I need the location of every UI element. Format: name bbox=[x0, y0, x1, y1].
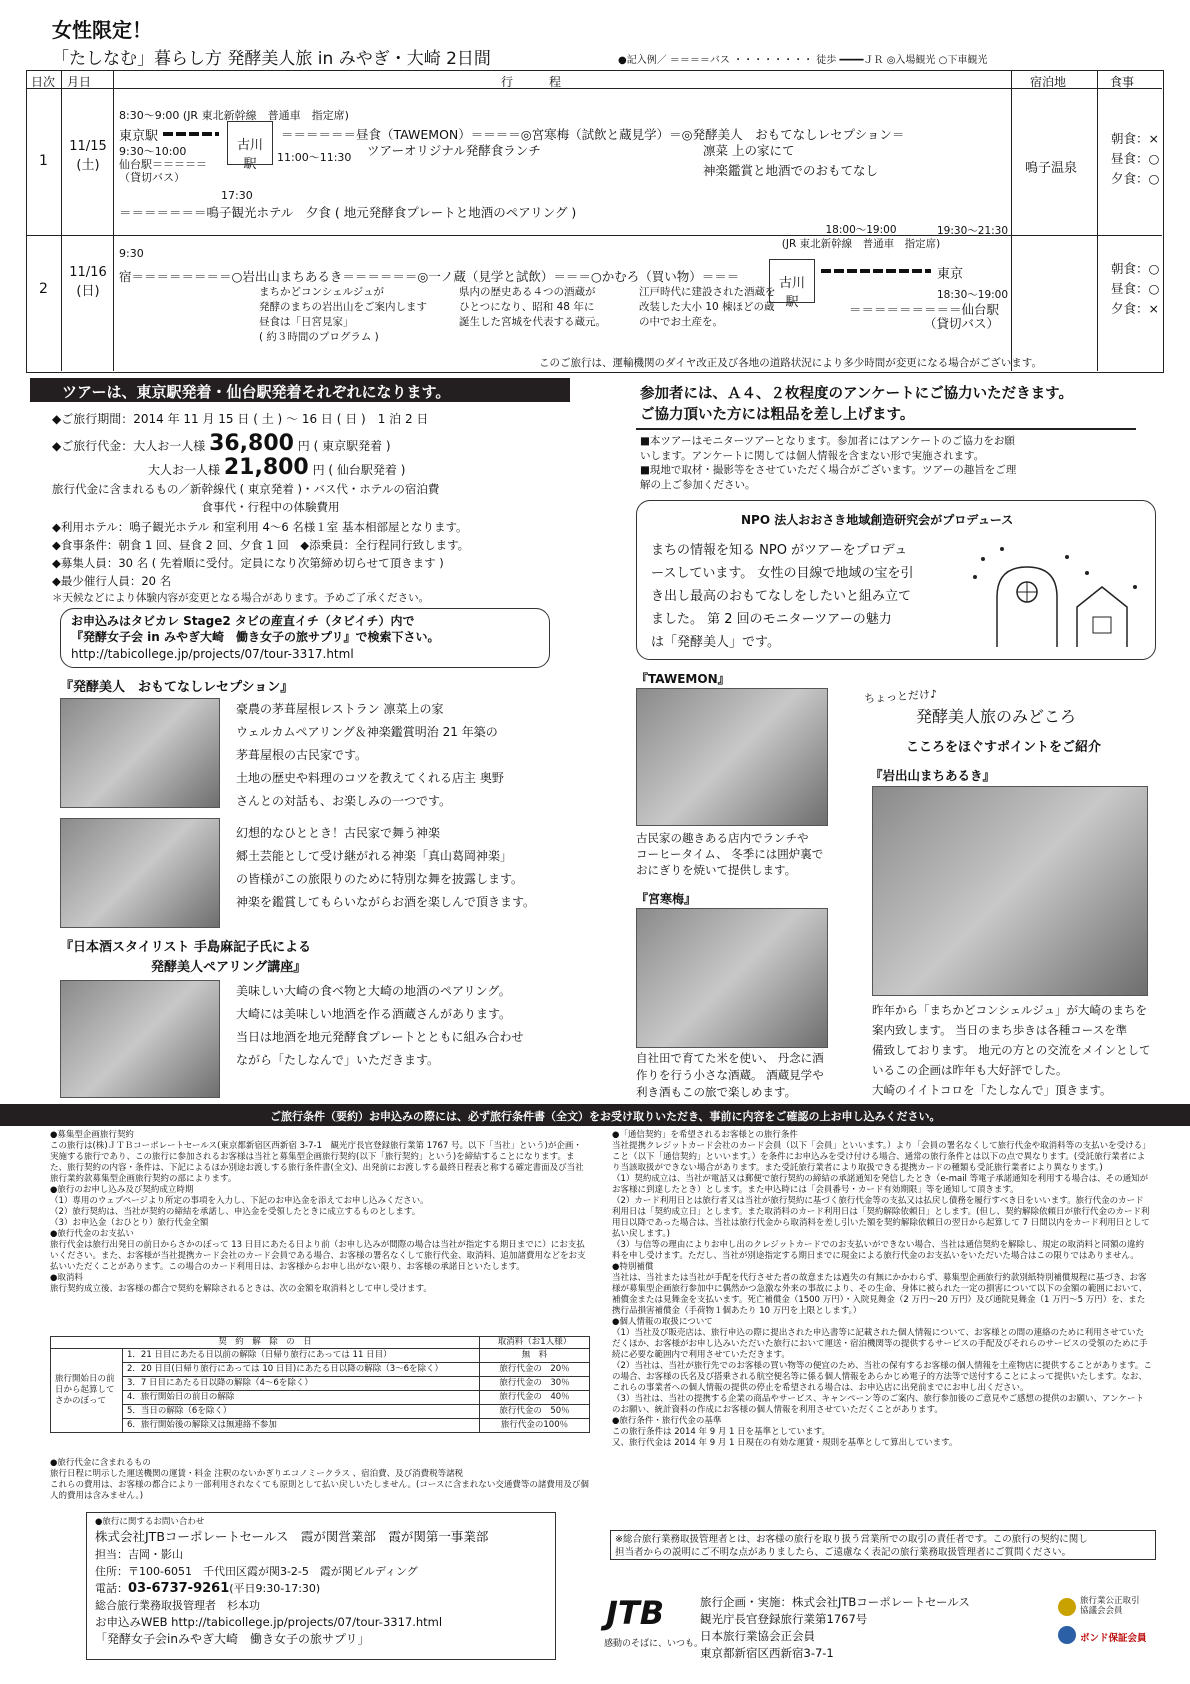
footer-reg2: 日本旅行業協会正会員 bbox=[700, 1629, 815, 1643]
contact-manager: 総合旅行業務取扱管理者 杉本功 bbox=[95, 1599, 260, 1612]
table-row bbox=[51, 1419, 590, 1433]
s3-title: 『日本酒スタイリスト 手島麻記子氏による 発酵美人ペアリング講座』 bbox=[60, 940, 312, 975]
contact-search: 「発酵女子会inみやぎ大崎 働き女子の旅サプリ」 bbox=[95, 1632, 370, 1646]
price-tokyo-unit: 円 ( 東京駅発着 ) bbox=[297, 439, 391, 453]
cancel-row-fee: 無 料 bbox=[480, 1349, 590, 1363]
day1-stay: 鳴子温泉 bbox=[1025, 161, 1078, 176]
col-day: 日次 bbox=[31, 75, 56, 89]
badge2-text: ボンド保証会員 bbox=[1080, 1633, 1147, 1644]
fair-trade-badge-icon bbox=[1058, 1598, 1076, 1616]
cancel-header-left: 契 約 解 除 の 日 bbox=[51, 1337, 480, 1349]
tour-hotel: ◆利用ホテル：鳴子観光ホテル 和室利用 4〜6 名様１室 基本相部屋となります。 bbox=[52, 520, 468, 534]
footer-reg1: 観光庁長官登録旅行業第1767号 bbox=[700, 1612, 868, 1626]
cancel-row-label: 4．旅行開始日の前日の解除 bbox=[123, 1391, 480, 1405]
day1-time-hotel: 17:30 bbox=[221, 189, 253, 202]
cancel-row-label: 6．旅行開始後の解除又は無連絡不参加 bbox=[123, 1419, 480, 1433]
pairing-photo bbox=[60, 980, 220, 1098]
day1-num: 1 bbox=[39, 153, 48, 169]
table-row bbox=[51, 1363, 590, 1377]
cancel-row-fee: 旅行代金の100％ bbox=[480, 1419, 590, 1433]
town-illustration bbox=[967, 537, 1147, 653]
contact-phone-row bbox=[95, 1580, 547, 1597]
day1-route: ＝＝＝＝＝＝昼食（TAWEMON）＝＝＝＝◎宮寒梅（試飲と蔵見学）＝◎発酵美人 おもてなしレセプション＝ bbox=[281, 127, 905, 142]
intro-title: 発酵美人旅のみどころ bbox=[916, 707, 1077, 726]
col-date: 月日 bbox=[67, 75, 92, 89]
price2-label: 大人お一人様 bbox=[148, 463, 221, 477]
jr-line-1 bbox=[163, 132, 219, 136]
s3-text: 美味しい大崎の食べ物と大崎の地酒のペアリング。 大崎には美味しい地酒を作る酒蔵さんがあります。 当日は地酒を地元発酵食プレートとともに組み合わせ ながら「たしなんで」いただきます。 bbox=[236, 984, 524, 1067]
tawemon-text: 古民家の趣きある店内でランチや コーヒータイム、 冬季には囲炉裏で おにぎりを焼いて提供します。 bbox=[636, 831, 824, 877]
phone-label: 電話： bbox=[95, 1582, 128, 1595]
conditions-left-2: ●旅行代金に含まれるもの 旅行日程に明示した運送機関の運賃・料金 注釈のないかぎりエコノミークラス 、宿泊費、及び消費税等諸税 これらの費用は、お客様の都合により一部利用されなくても原則として払い戻しいたしません。(コースに含まれない交通費等の諸費用及び個人的費用は含みません。) bbox=[50, 1458, 589, 1501]
contact-web[interactable]: お申込みWEB http://tabicollege.jp/projects/07/tour-3317.html bbox=[95, 1615, 443, 1629]
day1-line1: 8:30〜9:00 (JR 東北新幹線 普通車 指定席) bbox=[119, 109, 349, 122]
npo-title: NPO 法人おおさき地域創造研究会がプロデュース bbox=[741, 513, 1014, 527]
day2-time-tokyo: 19:30〜21:30 bbox=[937, 225, 1009, 237]
miyakanbai-title: 『宮寒梅』 bbox=[636, 892, 697, 906]
day1-sendai: 9:30〜10:00 仙台駅＝＝＝＝＝ （貸切バス） bbox=[119, 145, 207, 184]
day2-time-start: 9:30 bbox=[119, 247, 144, 260]
day2-meals: 朝食：○ 昼食：○ 夕食：× bbox=[1111, 261, 1160, 316]
col-stay: 宿泊地 bbox=[1030, 75, 1067, 89]
s1-title: 『発酵美人 おもてなしレセプション』 bbox=[60, 680, 294, 695]
intro-sub: こころをほぐすポイントをご紹介 bbox=[906, 740, 1102, 755]
iwadeyama-title: 『岩出山まちあるき』 bbox=[870, 768, 996, 783]
cancel-row-label: 2．20 日目(日帰り旅行にあっては 10 日目)にあたる日以降の解除（3〜6を除く） bbox=[123, 1363, 480, 1377]
apply-url[interactable]: http://tabicollege.jp/projects/07/tour-3317.html bbox=[71, 647, 354, 661]
cancel-row-fee: 旅行代金の 50％ bbox=[480, 1405, 590, 1419]
contact-address: 住所：〒100-6051 千代田区霞が関3-2-5 霞が関ビルディング bbox=[95, 1565, 418, 1578]
day1-tokyo: 東京駅 bbox=[119, 129, 159, 144]
tour-period: ◆ご旅行期間：2014 年 11 月 15 日 ( 土 ) 〜 16 日 ( 日 ) 1 泊 2 日 bbox=[52, 412, 429, 426]
iwadeyama-photo bbox=[872, 786, 1148, 996]
iwadeyama-text: 昨年から「まちかどコンシェルジュ」が大崎のまちを 案内致します。 当日のまち歩きは各種コースを準 備致しております。 地元の方との交流をメインとして いるこの企画は昨年も大好評でした。 大崎のイイトコロを「たしなんで」頂きます。 bbox=[872, 1003, 1151, 1097]
day1-time-lunch: 11:00〜11:30 bbox=[277, 151, 352, 164]
contact-box bbox=[86, 1512, 556, 1660]
itinerary-table bbox=[26, 70, 1164, 373]
price-sendai: 21,800 bbox=[223, 455, 309, 480]
contact-staff: 担当：吉岡・影山 bbox=[95, 1548, 183, 1561]
s1-text: 豪農の茅葺屋根レストラン 凛菜上の家 ウェルカムペアリング＆神楽鑑賞明治 21 年築の 茅葺屋根の古民家です。 土地の歴史や料理のコツを教えてくれる店主 奥野 さんとの対話も、お楽しみの一つです。 bbox=[236, 702, 504, 808]
miyakanbai-photo bbox=[636, 908, 828, 1048]
cancel-side: 旅行開始日の前日から起算してさかのぼって bbox=[51, 1349, 123, 1433]
tour-capacity: ◆募集人員：30 名 ( 先着順に受付。定員になり次第締め切らせて頂きます ) bbox=[52, 556, 444, 570]
day1-meals: 朝食：× 昼食：○ 夕食：○ bbox=[1111, 131, 1160, 186]
phone-number[interactable]: 03-6737-9261 bbox=[128, 1581, 230, 1596]
tawemon-photo bbox=[636, 688, 828, 826]
price-tokyo: 36,800 bbox=[209, 431, 294, 456]
price-label: ◆ご旅行代金：大人お一人様 bbox=[52, 439, 206, 453]
day2-route: 宿＝＝＝＝＝＝＝＝○岩出山まちあるき＝＝＝＝＝＝◎一ノ蔵（見学と試飲）＝＝＝○かむろ（買い物）＝＝＝ bbox=[119, 269, 740, 284]
survey-title: 参加者には、Ａ４、２枚程度のアンケートにご協力いただきます。 ご協力頂いた方には粗品を差し上げます。 bbox=[640, 386, 1073, 423]
tawemon-title: 『TAWEMON』 bbox=[636, 672, 730, 686]
farmhouse-photo bbox=[60, 698, 220, 808]
contact-company: 株式会社JTBコーポレートセールス 霞が関営業部 霞が関第一事業部 bbox=[95, 1529, 489, 1544]
day2-date: 11/16 (日) bbox=[69, 265, 107, 299]
day1-reception-note: 凛菜 上の家にて 神楽鑑賞と地酒でのおもてなし bbox=[703, 143, 879, 178]
jr-line-2 bbox=[821, 269, 931, 273]
day1-furukawa: 古川駅 bbox=[227, 121, 273, 165]
cancel-row-label: 1．21 日目にあたる日以前の解除（日帰り旅行にあっては 11 日目） bbox=[123, 1349, 480, 1363]
conditions-left: ●募集型企画旅行契約 この旅行は(株)ＪＴＢコーポレートセールス(東京都新宿区西新宿 3-7-1 観光庁長官登録旅行業第 1767 号。以下「当社」という)が企画・実施する旅行であり、この旅行に参加されるお客様は当社と募集型企画旅行契約(以下「旅行契約」という)を締結することになります。また、旅行契約の内容・条件は、下記によるほか別途お渡しする旅行条件書(全文)、出発前にお渡しする最終日程表と称する確定書面及び当社旅行業約款募集型企画旅行契約の部によります。 ●旅行のお申し込み及び契約成立時期 （1）専用のウェブページより所定の事項を入力し、下記のお申込金を添えてお申し込みください。 （2）旅行契約は、当社が契約の締結を承諾し、申込金を受領したときに成立するものとします。 （3）お申込金（おひとり）旅行代金全額 ●旅行代金のお支払い 旅行代金は旅行出発日の前日からさかのぼって 13 日目にあたる日より前（お申し込みが間際の場合は当社が指定する期日までに）にお支払いください。また、お客様が当社提携カード会社のカード会員である場合、お客様の署名なくして旅行代金、取消料、追加諸費用などをお支払いいただくことがあります。この場合のカード利用日は、お客様からお申し出がない限り、お客様の承諾日といたします。 ●取消料 旅行契約成立後、お客様の都合で契約を解除されるときは、次の金額を取消料として申し受けます。 bbox=[50, 1130, 586, 1294]
s2-text: 幻想的なひととき！古民家で舞う神楽 郷土芸能として受け継がれる神楽「真山葛岡神楽」 の皆様がこの旅限りのために特別な舞を披露します。 神楽を鑑賞してもらいながらお酒を楽しんで頂きます。 bbox=[236, 826, 536, 909]
kagura-photo bbox=[60, 818, 220, 928]
table-row bbox=[51, 1405, 590, 1419]
footer-planner: 旅行企画・実施：株式会社JTBコーポレートセールス bbox=[700, 1595, 970, 1609]
legend: ●記入例／ ＝＝＝＝バス ・・・・・・・・ 徒歩 ━━━━ＪＲ ◎入場観光 ○下車観光 bbox=[618, 55, 988, 66]
survey-body: ■本ツアーはモニターツアーとなります。参加者にはアンケートのご協力をお願 いします。アンケートに関しては個人情報を含まない形で実施されます。 ■現地で取材・撮影等をさせていただく場合がございます。ツアーの趣旨をご理 解の上ご参加ください。 bbox=[640, 435, 1017, 491]
table-row bbox=[51, 1349, 590, 1363]
day1-date: 11/15 (土) bbox=[69, 139, 107, 173]
apply-title: お申込みはタビカレ Stage2 タビの産直イチ（タビイチ）内で 『発酵女子会 in みやぎ大崎 働き女子の旅サプリ』で検索下さい。 bbox=[71, 614, 440, 644]
cancel-table bbox=[50, 1336, 590, 1433]
cancel-row-label: 3．7 日目にあたる日以降の解除（4〜6を除く） bbox=[123, 1377, 480, 1391]
day2-time-sendai: 18:30〜19:00 bbox=[937, 289, 1009, 301]
conditions-banner: ご旅行条件（要約）お申込みの際には、必ず旅行条件書（全文）をお受け取りいただき、事前に内容をご確認の上お申し込みください。 bbox=[0, 1104, 1190, 1126]
badge1-text: 旅行業公正取引 協議会会員 bbox=[1080, 1596, 1140, 1616]
jtb-logo: JTB bbox=[606, 1594, 665, 1632]
cancel-row-fee: 旅行代金の 30％ bbox=[480, 1377, 590, 1391]
day2-sendai-line: ＝＝＝＝＝＝＝＝＝仙台駅 （貸切バス） bbox=[848, 302, 999, 331]
npo-body: まちの情報を知る NPO がツアーをプロデュ ースしています。 女性の目線で地域の宝を引 き出し最高のおもてなしをしたいと組み立て ました。 第 2 回のモニターツアーの魅力 は「発酵美人」です。 bbox=[651, 543, 914, 650]
npo-box bbox=[636, 500, 1156, 660]
day1-hotel-line: ＝＝＝＝＝＝＝鳴子観光ホテル 夕食 ( 地元発酵食プレートと地酒のペアリング ) bbox=[119, 205, 577, 220]
header-title-1: 女性限定！ bbox=[52, 18, 152, 42]
itinerary-disclaimer: このご旅行は、運輸機関のダイヤ改正及び各地の道路状況により多少時間が変更になる場合がございます。 bbox=[539, 357, 1042, 369]
bond-badge-icon bbox=[1058, 1626, 1076, 1644]
intro-small: ちょっとだけ♪ bbox=[863, 687, 938, 706]
tour-included: 旅行代金に含まれるもの／新幹線代 ( 東京発着 )・バス代・ホテルの宿泊費 食事代・行程中の体験費用 bbox=[52, 482, 440, 514]
conditions-right: ●「通信契約」を希望されるお客様との旅行条件 当社提携クレジットカード会社のカード会員（以下「会員」といいます。）より「会員の署名なくして旅行代金や取消料等の支払いを受ける」こと（以下「通信契約」といいます。）を条件にお申込みを受け付ける場合、通常の旅行条件とは以下の点で異なります。(受託旅行業者により当該取扱ができない場合があります。また受託旅行業者により取扱できる提携カードの種類も受託旅行業者により異なります。) （1）契約成立は、当社が電話又は郵便で旅行契約の締結の承諾通知を発信したとき（e-mail 等電子承諾通知を利用する場合は、その通知がお客様に到達したとき）とします。また申込時には「会員番号・カード有効期限」等を通知して頂きます。 （2）カード利用日とは旅行者又は当社が旅行契約に基づく旅行代金等の支払又は払戻し債務を履行すべき日をいいます。旅行代金のカード利用日は「契約成立日」とします。また取消料のカード利用日は「契約解除依頼日」とします。(但し、契約解除依頼日が旅行代金のカード利用日以降であった場合は、当社は旅行代金から取消料を差し引いた額を契約解除依頼日の翌日から起算して 7 日間以内をカード利用日として払い戻します。) （3）与信等の理由によりお申し出のクレジットカードでのお支払いができない場合、当社は通信契約を解除し、規定の取消料と同額の違約料を申し受けます。ただし、当社が別途指定する期日までに現金による旅行代金のお支払いをいただいた場合はこの限りではありません。 ●特別補償 当社は、当社または当社が手配を代行させた者の故意または過失の有無にかかわらず、募集型企画旅行約款別紙特別補償規程に基づき、お客様が募集型企画旅行参加中に偶然かつ急激な外来の事故により、その生命、身体に被られた一定の損害について以下の金額の範囲において、補償金または見舞金を支払います。死亡補償金（1500 万円）・入院見舞金（2 万円〜20 万円）及び通院見舞金（1 万円〜5 万円）を、また携行品損害補償金（手荷物１個あたり 10 万円を上限とします。） ●個人情報の取扱について （1）当社及び販売店は、旅行申込の際に提出された申込書等に記載された個人情報について、お客様との間の連絡のために利用させていただくほか、お客様がお申し込みいただいた旅行において運送・宿泊機関等の提供するサービスの手配及びそれらのサービスの受領のために手続に必要な範囲内で利用させていただきます。 （2）当社は、当社が旅行先でのお客様の買い物等の便宜のため、当社の保有するお客様の個人情報を土産物店に提供することがあります。この場合、お客様の氏名及び搭乗される航空便名等に係る個人情報をあらかじめ電子的方法等で送付することによって提供いたします。なお、これらの事業者への個人情報の提供の停止を希望される場合は、お申込店に出発前までにお申し出ください。 （3）当社は、当社の提携する企業の商品やサービス、キャンペーン等のご案内、旅行参加後のご意見やご感想の提供のお願い、アンケートのお願い、統計資料の作成にお客様の個人情報を利用させていただくことがあります。 ●旅行条件・旅行代金の基準 この旅行条件は 2014 年 9 月 1 日を基準としています。 又、旅行代金は 2014 年 9 月 1 日現在の有効な運賃・規則を基準として算出しています。 bbox=[612, 1130, 1152, 1448]
day1-lunch-note: ツアーオリジナル発酵食ランチ bbox=[367, 143, 541, 158]
phone-hours: (平日9:30-17:30) bbox=[229, 1582, 321, 1595]
contact-label: ●旅行に関するお問い合わせ bbox=[95, 1517, 205, 1527]
col-route: 行 程 bbox=[501, 75, 562, 89]
footer-reg3: 東京都新宿区西新宿3-7-1 bbox=[700, 1646, 834, 1660]
day2-tokyo: 東京 bbox=[937, 267, 964, 282]
footer-text bbox=[700, 1594, 970, 1662]
table-row bbox=[51, 1377, 590, 1391]
table-row bbox=[51, 1391, 590, 1405]
jtb-tagline: 感動のそばに、いつも。 bbox=[604, 1639, 704, 1649]
cancel-row-fee: 旅行代金の 40％ bbox=[480, 1391, 590, 1405]
cancel-row-fee: 旅行代金の 20％ bbox=[480, 1363, 590, 1377]
tour-banner: ツアーは、東京駅発着・仙台駅発着それぞれになります。 bbox=[30, 378, 570, 402]
tour-weather: ＊天候などにより体験内容が変更となる場合があります。予めご了承ください。 bbox=[52, 592, 430, 604]
cancel-header-right: 取消料（お1人様） bbox=[480, 1337, 590, 1349]
tour-minimum: ◆最少催行人員：20 名 bbox=[52, 574, 172, 588]
price-sendai-unit: 円 ( 仙台駅発着 ) bbox=[312, 463, 406, 477]
miyakanbai-text: 自社田で育てた米を使い、 丹念に酒 作りを行う小さな酒蔵。 酒蔵見学や 利き酒もこの旅で楽しめます。 bbox=[636, 1051, 824, 1099]
day2-note-iwadeyama: まちかどコンシェルジュが 発酵のまちの岩出山をご案内します 昼食は「日宮見家」 ( 約３時間のプログラム ) bbox=[259, 286, 427, 343]
day2-note-kamuro: 江戸時代に建設された酒蔵を 改装した大小 10 棟ほどの蔵 の中でお土産を。 bbox=[639, 286, 776, 328]
tour-price-2 bbox=[148, 455, 405, 480]
tour-price-1 bbox=[52, 431, 391, 456]
cancel-row-label: 5．当日の解除（6を除く） bbox=[123, 1405, 480, 1419]
manager-note: ※総合旅行業務取扱管理者とは、お客様の旅行を取り扱う営業所での取引の責任者です。この旅行の契約に関し 担当者からの説明にご不明な点がありましたら、ご遠慮なく表記の旅行業務取扱管理者にご質問ください。 bbox=[610, 1530, 1156, 1560]
apply-box bbox=[60, 608, 550, 668]
tour-meals: ◆食事条件：朝食 1 回、昼食 2 回、夕食 1 回 ◆添乗員：全行程同行致します。 bbox=[52, 538, 470, 552]
itinerary-header bbox=[27, 71, 1162, 89]
day2-num: 2 bbox=[39, 281, 48, 297]
day2-furukawa: 古川駅 bbox=[769, 259, 815, 303]
col-meal: 食事 bbox=[1110, 75, 1135, 89]
day2-time-return: 18:00〜19:00 (JR 東北新幹線 普通車 指定席) bbox=[781, 224, 941, 250]
day2-note-ichinokura: 県内の歴史ある４つの酒蔵が ひとつになり、昭和 48 年に 誕生した宮城を代表する蔵元。 bbox=[459, 286, 606, 328]
header-title-2: 「たしなむ」暮らし方 発酵美人旅 in みやぎ・大崎 2日間 bbox=[52, 49, 491, 69]
